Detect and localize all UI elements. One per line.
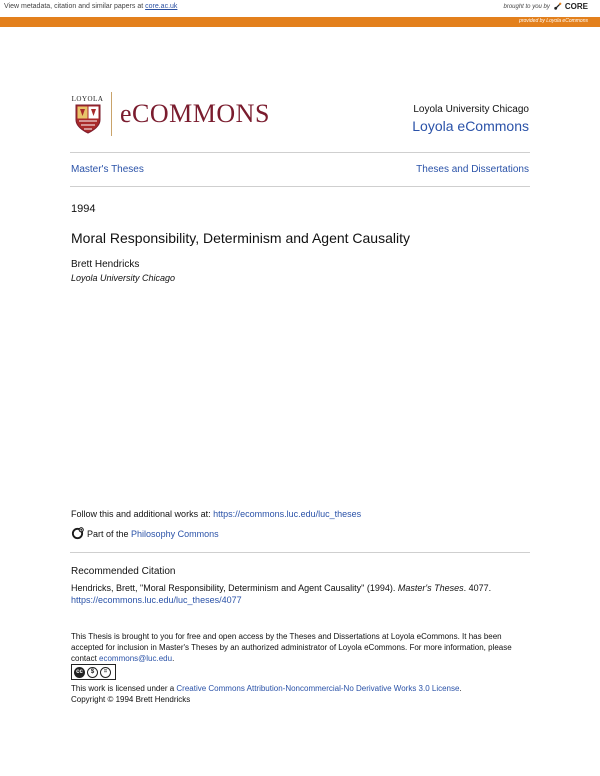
cc-icon: cc <box>74 667 85 678</box>
core-name: CORE <box>564 2 588 11</box>
core-metadata-line <box>4 3 177 10</box>
loyola-seal <box>71 95 104 134</box>
repository-link[interactable]: Loyola eCommons <box>412 118 529 134</box>
provided-text: provided by Loyola eCommons <box>519 18 588 24</box>
loyola-shield-icon <box>75 104 101 134</box>
core-provided-bar <box>0 17 600 27</box>
author-name: Brett Hendricks <box>71 259 140 270</box>
notice-end: . <box>172 654 175 663</box>
theses-dissertations-link[interactable]: Theses and Dissertations <box>416 164 529 175</box>
philosophy-commons-link[interactable]: Philosophy Commons <box>131 528 219 539</box>
access-notice <box>71 631 531 664</box>
masters-theses-link[interactable]: Master's Theses <box>71 164 144 175</box>
citation-number: . 4077. <box>463 583 492 593</box>
divider-nav <box>70 186 530 187</box>
seal-word: LOYOLA <box>71 94 104 103</box>
license-line <box>71 683 531 705</box>
contact-email-link[interactable]: ecommons@luc.edu <box>99 654 173 663</box>
core-link[interactable]: core.ac.uk <box>145 3 178 10</box>
institution-name: Loyola University Chicago <box>413 104 529 115</box>
license-text: This work is licensed under a <box>71 684 177 693</box>
author-affiliation: Loyola University Chicago <box>71 273 176 283</box>
noncommercial-icon: $ <box>87 667 98 678</box>
citation-series: Master's Theses <box>397 583 464 593</box>
citation-heading: Recommended Citation <box>71 566 176 577</box>
core-banner <box>0 0 600 17</box>
core-logo-icon <box>553 2 562 11</box>
license-end: . <box>459 684 462 693</box>
logo-divider <box>111 92 112 136</box>
citation-line: Hendricks, Brett, "Moral Responsibility, Determinism and Agent Causality" (1994). <box>71 583 398 593</box>
commons-network-icon <box>71 527 84 540</box>
core-view-text: View metadata, citation and similar papers at <box>4 3 146 10</box>
cc-license-badge[interactable] <box>71 664 116 680</box>
ecommons-logo-block[interactable] <box>71 92 270 136</box>
citation-url-link[interactable]: https://ecommons.luc.edu/luc_theses/4077 <box>71 595 242 605</box>
follow-line <box>71 509 361 519</box>
core-brought-by[interactable] <box>504 2 589 11</box>
ecommons-wordmark: eCOMMONS <box>120 99 270 128</box>
part-of-line <box>71 527 219 540</box>
institution-block <box>412 104 529 134</box>
follow-url-link[interactable]: https://ecommons.luc.edu/luc_theses <box>213 509 362 519</box>
no-derivatives-icon: = <box>100 667 111 678</box>
publication-year: 1994 <box>71 203 96 215</box>
paper-title: Moral Responsibility, Determinism and Agent Causality <box>71 230 410 246</box>
follow-text: Follow this and additional works at: <box>71 509 214 519</box>
divider-citation <box>70 552 530 553</box>
part-text: Part of the <box>87 528 129 539</box>
notice-text: This Thesis is brought to you for free and open access by the Theses and Dissertations at Loyola eCommons. It has been accepted for inclusion in Master's Theses by an authorized administrator of Loyola eCommons. For more information, please contact <box>71 632 512 663</box>
divider-top <box>70 152 530 153</box>
copyright-text: Copyright © 1994 Brett Hendricks <box>71 695 191 704</box>
citation-text <box>71 582 531 606</box>
brought-text: brought to you by <box>503 3 550 10</box>
license-link[interactable]: Creative Commons Attribution-Noncommercial-No Derivative Works 3.0 License <box>176 684 460 693</box>
